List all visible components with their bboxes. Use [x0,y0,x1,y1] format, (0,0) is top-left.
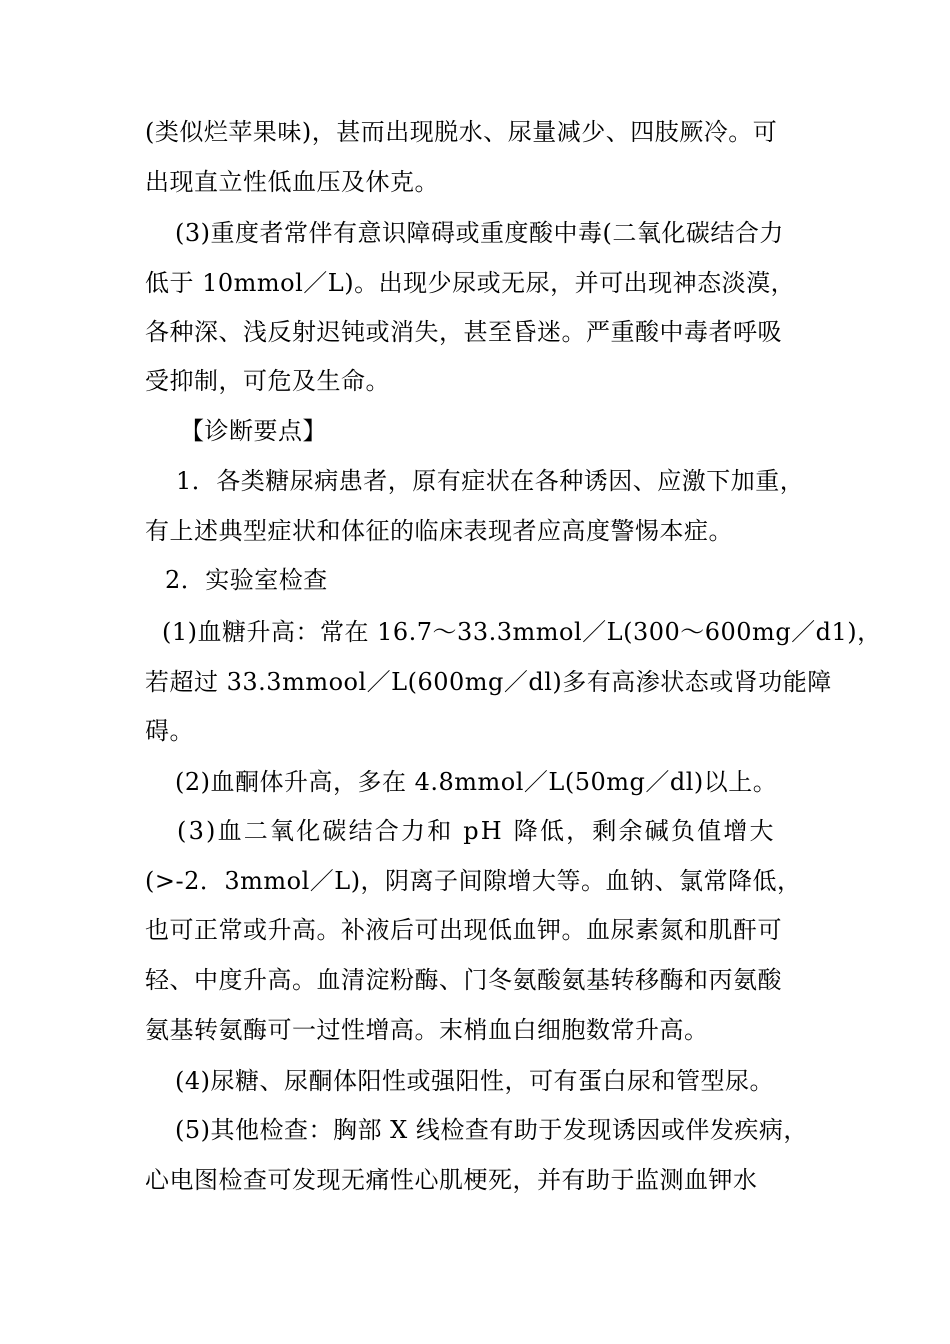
text-line: (5)其他检查：胸部 X 线检查有助于发现诱因或伴发疾病， [175,1116,808,1144]
text-line: 轻、中度升高。血清淀粉酶、门冬氨酸氨基转移酶和丙氨酸 [145,966,782,994]
text-line: 氨基转氨酶可一过性增高。末梢血白细胞数常升高。 [145,1016,709,1044]
text-line: 若超过 33.3mmool／L(600mg／dl)多有高渗状态或肾功能障 [145,668,832,696]
text-line: 受抑制，可危及生命。 [145,367,390,395]
text-line: 各种深、浅反射迟钝或消失，甚至昏迷。严重酸中毒者呼吸 [145,318,782,346]
text-line: (3)重度者常伴有意识障碍或重度酸中毒(二氧化碳结合力 [175,219,784,247]
text-line: 心电图检查可发现无痛性心肌梗死，并有助于监测血钾水 [145,1166,758,1194]
text-line: 低于 10mmol／L)。出现少尿或无尿，并可出现神态淡漠， [145,269,796,297]
text-line: 有上述典型症状和体征的临床表现者应高度警惕本症。 [145,517,733,545]
text-line: 碍。 [145,717,194,745]
text-line: (2)血酮体升高，多在 4.8mmol／L(50mg／dl)以上。 [175,768,778,796]
text-line: 1．各类糖尿病患者，原有症状在各种诱因、应激下加重， [176,467,805,495]
text-line: 也可正常或升高。补液后可出现低血钾。血尿素氮和肌酐可 [145,916,782,944]
text-line: (3)血二氧化碳结合力和 pH 降低，剩余碱负值增大 [177,817,776,845]
text-line: (1)血糖升高：常在 16.7～33.3mmol／L(300～600mg／d1)， [162,618,882,646]
text-line: (>-2．3mmol／L)，阴离子间隙增大等。血钠、氯常降低， [145,867,802,895]
text-line: (4)尿糖、尿酮体阳性或强阳性，可有蛋白尿和管型尿。 [175,1067,774,1095]
text-line: 2．实验室检查 [165,566,328,594]
text-line: 出现直立性低血压及休克。 [145,168,439,196]
text-line: (类似烂苹果味)，甚而出现脱水、尿量减少、四肢厥冷。可 [145,118,778,146]
section-heading: 【诊断要点】 [180,417,327,445]
